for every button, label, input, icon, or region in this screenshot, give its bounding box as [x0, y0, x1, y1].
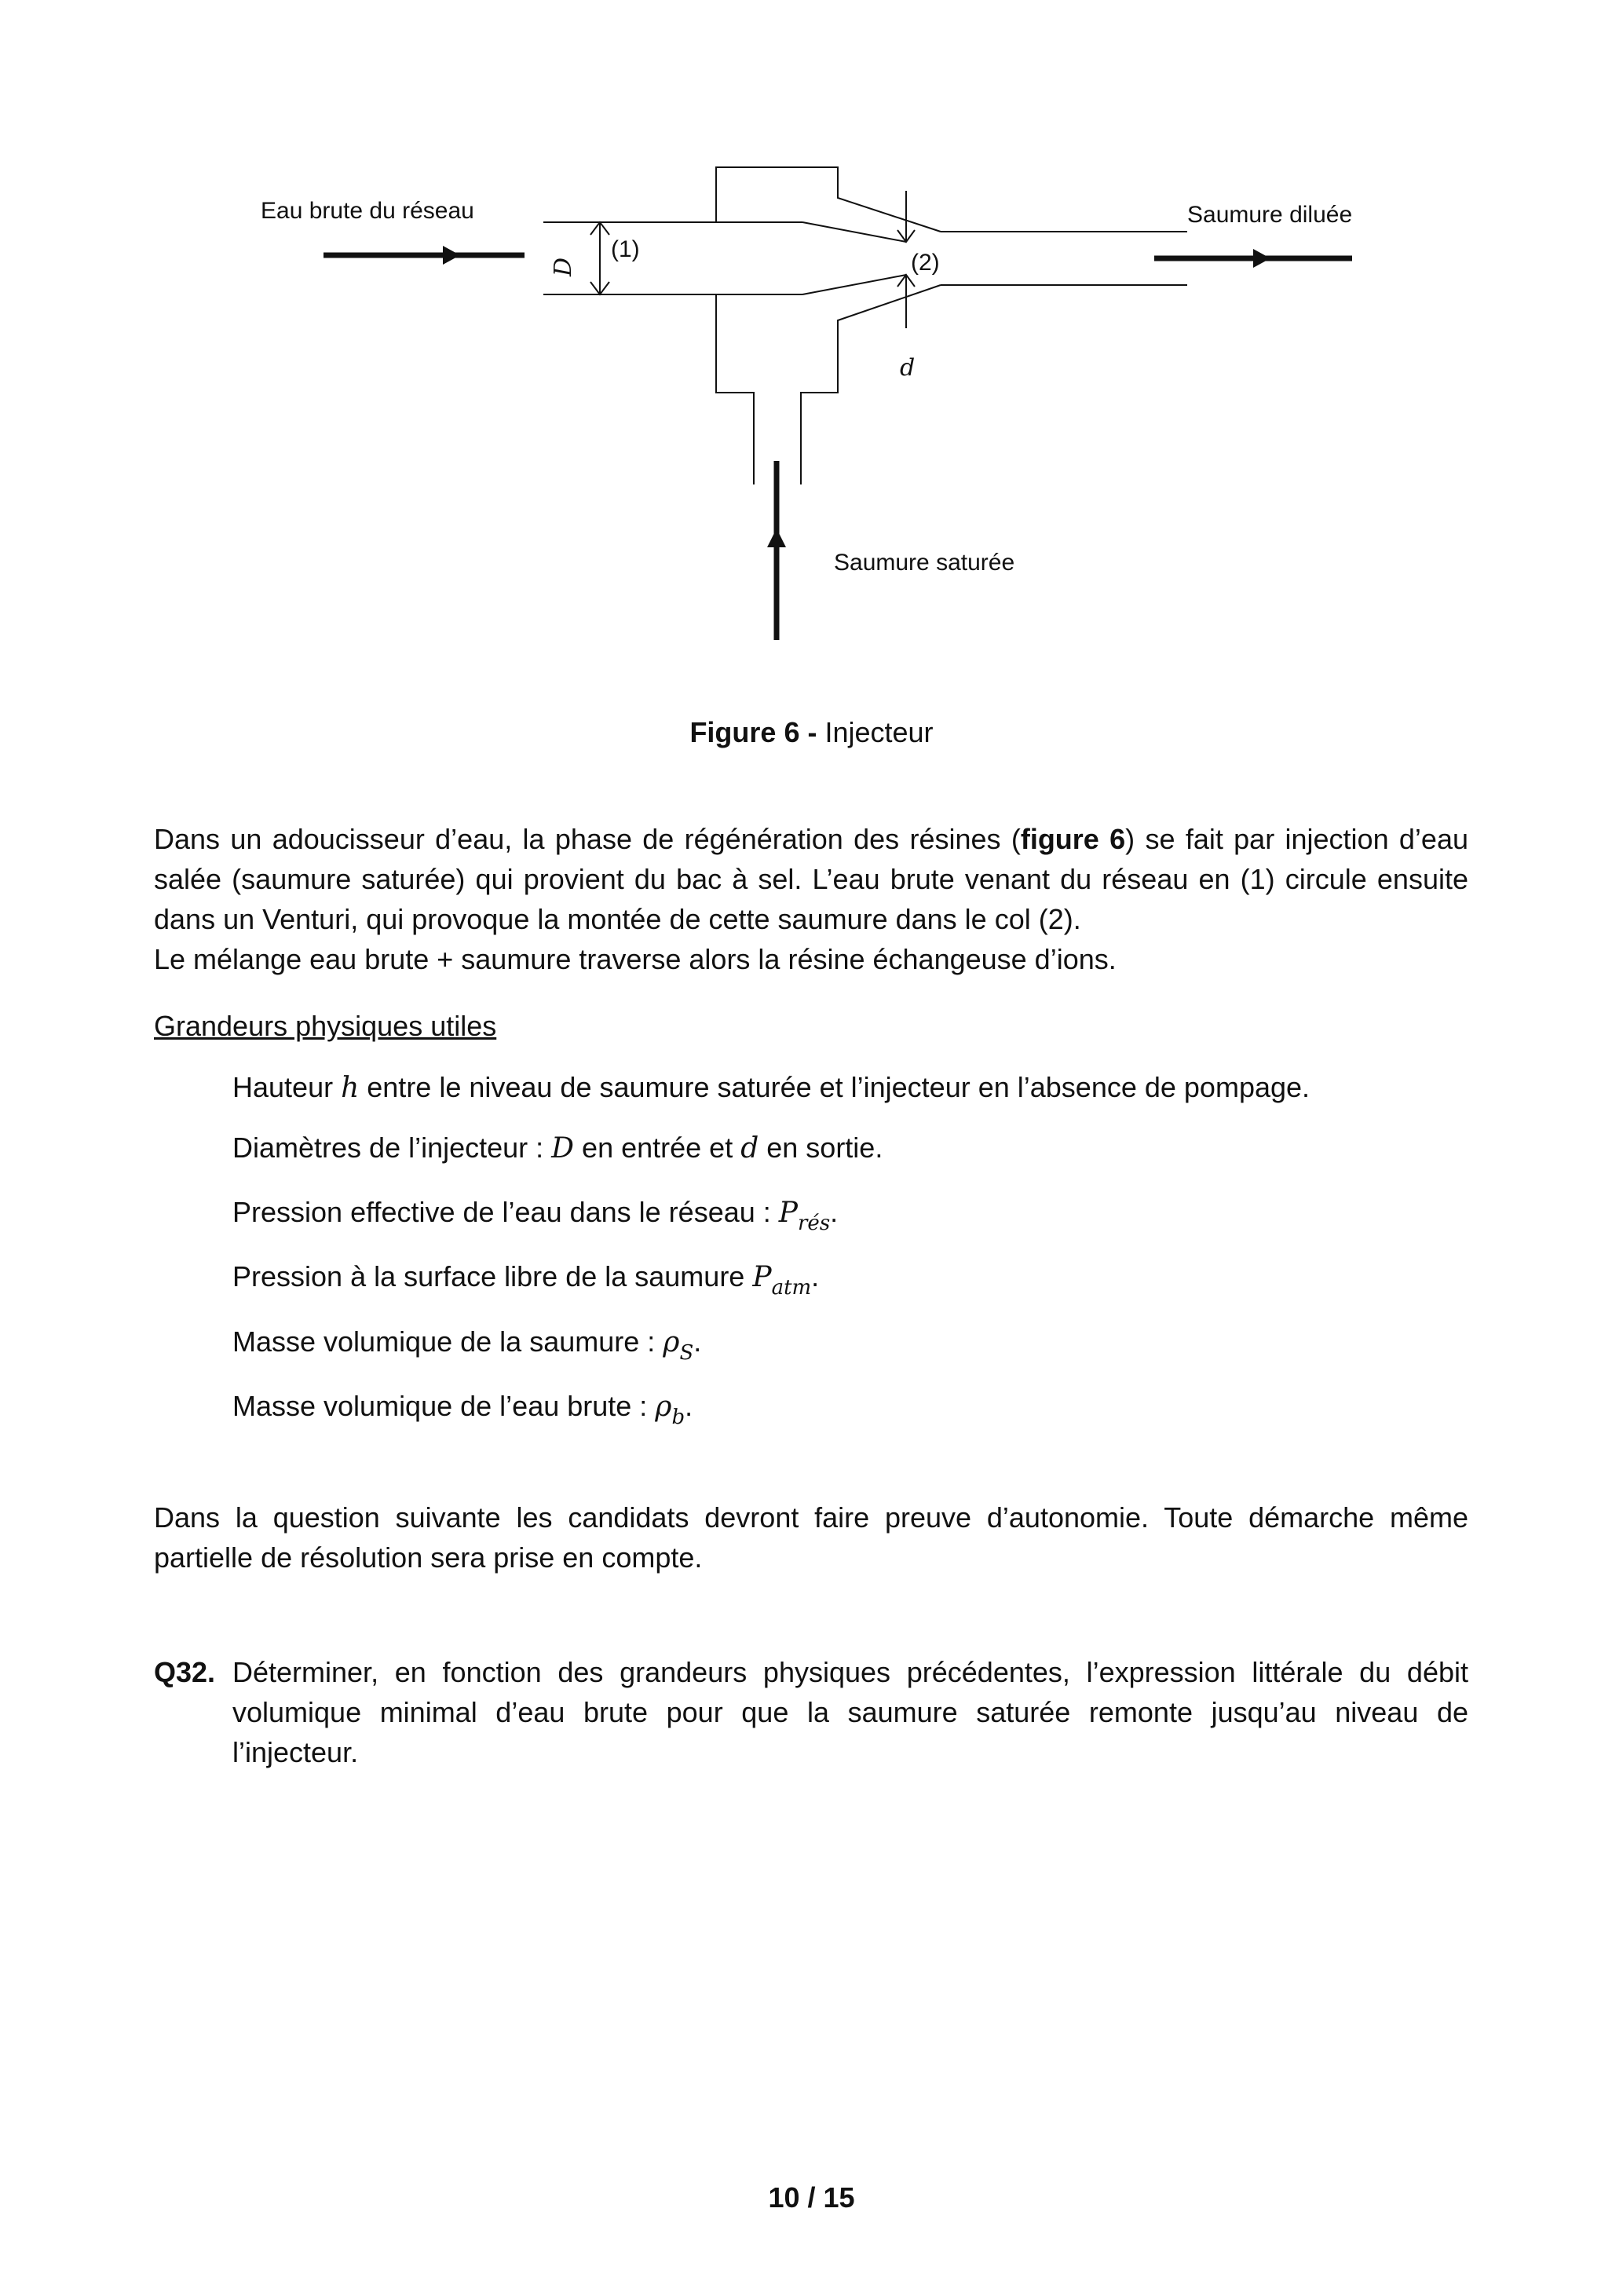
chamber-lower [716, 294, 754, 484]
nozzle-lower [802, 275, 906, 294]
quantity-atm-pressure: Pression à la surface libre de la saumure $P_{atm}$. [232, 1260, 820, 1300]
quantity-brine-density: Masse volumique de la saumure : $\rho_S$. [232, 1325, 702, 1365]
brine-arrowhead [767, 528, 786, 547]
quantity-diameters: Diamètres de l’injecteur : D en entrée et d en sortie. [232, 1132, 883, 1164]
question-number: Q32. [154, 1656, 216, 1688]
injector-diagram [0, 0, 1623, 675]
quantity-network-pressure: Pression effective de l’eau dans le réseau : $P_{rés}$. [232, 1196, 839, 1235]
quantities-title: Grandeurs physiques utiles [154, 1010, 497, 1042]
diameter-D-label: D [550, 257, 577, 276]
figure-caption-number: Figure 6 - [689, 716, 817, 748]
brine-label: Saumure saturée [834, 550, 1015, 576]
intro-text-start: Dans un adoucisseur d’eau, la phase de régénération des résines ( [154, 823, 1021, 855]
quantity-height: Hauteur h entre le niveau de saumure saturée et l’injecteur en l’absence de pompage. [232, 1071, 1310, 1104]
intro-mixture-line: Le mélange eau brute + saumure traverse alors la résine échangeuse d’ions. [154, 943, 1117, 975]
intro-figure-ref: figure 6 [1020, 823, 1126, 855]
chamber-lower-right [801, 285, 941, 484]
question-text: Déterminer, en fonction des grandeurs physiques précédentes, l’expression littérale du débit volumique minimal d’eau brute pour que la saumure saturée remonte jusqu’au niveau de l’injecteur. [232, 1656, 1468, 1768]
outlet-label: Saumure diluée [1187, 202, 1353, 228]
question-32 [154, 1652, 1468, 1772]
intro-text-end: ) se fait par injection d’eau salée (saumure saturée) qui provient du bac à sel. L’eau brute venant du réseau en (1) circule ensuite dans un Venturi, qui provoque la montée de cette saumure dans le col (2). [154, 823, 1468, 935]
autonomy-note: Dans la question suivante les candidats devront faire preuve d’autonomie. Toute démarche même partielle de résolution sera prise en compte. [154, 1501, 1468, 1574]
diameter-d-label: d [900, 354, 916, 382]
quantity-water-density: Masse volumique de l’eau brute : $\rho_b$. [232, 1390, 693, 1429]
figure-caption-title: Injecteur [817, 716, 934, 748]
inlet-arrowhead [443, 246, 460, 265]
nozzle-upper [802, 222, 906, 242]
point-2-label: (2) [911, 250, 940, 276]
page-number: 10 / 15 [768, 2181, 855, 2214]
point-1-label: (1) [611, 236, 640, 262]
outlet-arrowhead [1253, 249, 1270, 268]
inlet-label: Eau brute du réseau [261, 198, 474, 224]
figure-caption [0, 716, 1623, 749]
intro-paragraph [154, 819, 1468, 979]
